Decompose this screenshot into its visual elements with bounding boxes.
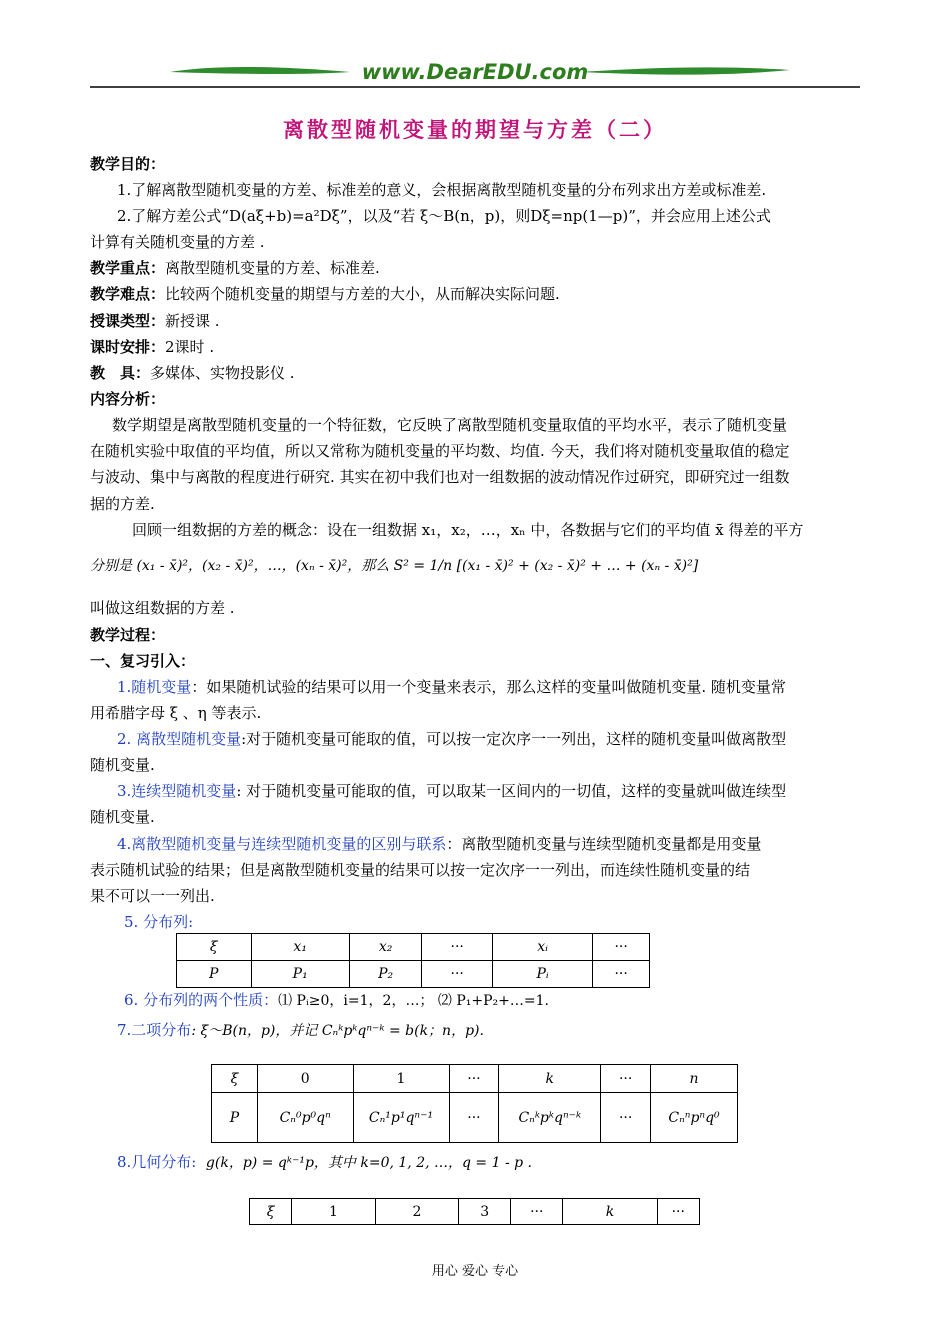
table-cell: 0 (257, 1065, 353, 1093)
table-cell: ξ (177, 934, 252, 961)
table-row (250, 1199, 700, 1225)
table-cell: k (563, 1199, 657, 1225)
table-row (212, 1065, 738, 1093)
review-item-3 (117, 781, 887, 801)
table-cell: 1 (353, 1065, 449, 1093)
table-cell: 3 (459, 1199, 511, 1225)
table-cell: ··· (449, 1093, 499, 1143)
review-2-cont: 随机变量. (90, 756, 155, 774)
review-4-cont2: 果不可以一一列出. (90, 887, 215, 905)
review-7-label: 7.二项分布 (117, 1021, 192, 1039)
content-p5: 回顾一组数据的方差的概念：设在一组数据 x₁，x₂，…，xₙ 中，各数据与它们的平均值 x̄ 得差的平方 (132, 521, 804, 539)
review-1-text: ：如果随机试验的结果可以用一个变量来表示，那么这样的变量叫做随机变量. 随机变量常 (191, 678, 786, 696)
table-cell: ··· (511, 1199, 563, 1225)
review-7-text: : ξ～B(n，p)，并记 Cₙᵏpᵏqⁿ⁻ᵏ = b(k；n，p). (191, 1023, 484, 1039)
review-2-text: :对于随机变量可能取的值，可以按一定次序一一列出，这样的随机变量叫做离散型 (241, 730, 787, 748)
site-name: www.DearEDU.com (361, 60, 589, 84)
tools-label: 教 具： (90, 364, 151, 382)
review-item-4 (117, 834, 887, 854)
focus-label: 教学重点： (90, 259, 166, 277)
hours-line (90, 337, 860, 357)
focus-text: 离散型随机变量的方差、标准差. (165, 259, 380, 277)
goals-heading: 教学目的： (90, 155, 166, 173)
table-cell: ··· (601, 1065, 651, 1093)
tools-text: 多媒体、实物投影仪 . (150, 364, 295, 382)
table-cell: n (651, 1065, 738, 1093)
table-cell: ξ (250, 1199, 292, 1225)
table-cell: ξ (212, 1065, 258, 1093)
table-cell: P₁ (251, 961, 349, 988)
review-3-label: 3.连续型随机变量 (117, 782, 237, 800)
table-row (177, 934, 650, 961)
table-cell: x₁ (251, 934, 349, 961)
review-2-label: 2. 离散型随机变量 (117, 730, 242, 748)
review-1-cont: 用希腊字母 ξ 、η 等表示. (90, 704, 262, 722)
table-cell: 1 (292, 1199, 375, 1225)
review-8-label: 8.几何分布: (117, 1153, 197, 1171)
hours-text: 2课时 . (165, 338, 215, 356)
goal-item-1: 1.了解离散型随机变量的方差、标准差的意义，会根据离散型随机变量的分布列求出方差或标准差. (117, 181, 767, 199)
hours-label: 课时安排： (90, 338, 166, 356)
table-cell: ··· (593, 961, 650, 988)
table-cell: Cₙ¹p¹qⁿ⁻¹ (353, 1093, 449, 1143)
content-p4: 据的方差. (90, 495, 155, 513)
review-4-cont1: 表示随机试验的结果；但是离散型随机变量的结果可以按一定次序一一列出，而连续性随机变量的结 (90, 861, 751, 879)
goal-item-2: 2.了解方差公式“D(aξ+b)=a²Dξ”，以及“若 ξ～B(n，p)，则Dξ=np(1—p)”，并会应用上述公式 (117, 207, 771, 225)
process-heading: 教学过程： (90, 626, 166, 644)
table-cell: 2 (375, 1199, 458, 1225)
difficulty-line (90, 284, 860, 304)
content-p1: 数学期望是离散型随机变量的一个特征数，它反映了离散型随机变量取值的平均水平，表示了随机变量 (112, 416, 788, 434)
review-6-label: 6. 分布列的两个性质： (124, 991, 279, 1009)
table-cell: ··· (422, 934, 493, 961)
difficulty-text: 比较两个随机变量的期望与方差的大小，从而解决实际问题. (165, 285, 560, 303)
table-cell: Cₙᵏpᵏqⁿ⁻ᵏ (499, 1093, 601, 1143)
lesson-type-text: 新授课 . (165, 312, 220, 330)
review-item-8 (117, 1152, 887, 1173)
focus-line (90, 258, 860, 278)
geometric-table (249, 1198, 700, 1225)
goal-item-2-cont: 计算有关随机变量的方差 . (90, 233, 265, 251)
review-1-label: 1.随机变量 (117, 678, 192, 696)
table-cell: P₂ (349, 961, 422, 988)
lesson-type-label: 授课类型： (90, 312, 166, 330)
content-p7: 叫做这组数据的方差 . (90, 599, 235, 617)
table-cell: P (212, 1093, 258, 1143)
difficulty-label: 教学难点： (90, 285, 166, 303)
review-item-2 (117, 729, 887, 749)
review-4-label: 4.离散型随机变量与连续型随机变量的区别与联系 (117, 835, 447, 853)
table-cell: x₂ (349, 934, 422, 961)
review-4-text: ：离散型随机变量与连续型随机变量都是用变量 (446, 835, 762, 853)
content-p6: 分别是 (x₁ - x̄)²，(x₂ - x̄)²，…，(xₙ - x̄)²，那么 S² = 1/n [(x₁ - x̄)² + (x₂ - x̄)² + … + (xₙ - x̄)²] (90, 558, 699, 574)
table-cell: Pᵢ (492, 961, 592, 988)
table-cell: ··· (593, 934, 650, 961)
table-cell: xᵢ (492, 934, 592, 961)
review-item-6 (124, 990, 894, 1011)
page-footer: 用心 爱心 专心 (431, 1264, 519, 1279)
table-cell: P (177, 961, 252, 988)
table-cell: ··· (449, 1065, 499, 1093)
lesson-type-line (90, 311, 860, 331)
content-p3: 与波动、集中与离散的程度进行研究. 其实在初中我们也对一组数据的波动情况作过研究，即研究过一组数 (90, 468, 790, 486)
table-cell: k (499, 1065, 601, 1093)
review-3-text: : 对于随机变量可能取的值，可以取某一区间内的一切值，这样的变量就叫做连续型 (236, 782, 787, 800)
binomial-table (211, 1064, 738, 1143)
header-banner (90, 58, 860, 90)
review-8-text: g(k，p) = qᵏ⁻¹p，其中 k=0, 1, 2, …，q = 1 - p . (205, 1155, 532, 1171)
table-row (177, 961, 650, 988)
table-cell: ··· (601, 1093, 651, 1143)
table-cell: Cₙⁿpⁿq⁰ (651, 1093, 738, 1143)
content-p2: 在随机实验中取值的平均值，所以又常称为随机变量的平均数、均值. 今天，我们将对随机变量取值的稳定 (90, 442, 790, 460)
table-cell: ··· (657, 1199, 699, 1225)
table-row (212, 1093, 738, 1143)
review-5-label: 5. 分布列: (124, 913, 194, 931)
distribution-table (176, 933, 650, 988)
page-title: 离散型随机变量的期望与方差（二） (283, 117, 667, 142)
tools-line (90, 363, 860, 383)
section-1-heading: 一、复习引入： (90, 652, 196, 670)
content-heading: 内容分析： (90, 390, 166, 408)
review-3-cont: 随机变量. (90, 808, 155, 826)
review-6-text: ⑴ Pᵢ≥0，i=1，2，…； ⑵ P₁+P₂+…=1. (278, 993, 549, 1009)
review-item-7 (117, 1020, 887, 1041)
table-cell: ··· (422, 961, 493, 988)
review-item-1 (117, 677, 887, 697)
table-cell: Cₙ⁰p⁰qⁿ (257, 1093, 353, 1143)
